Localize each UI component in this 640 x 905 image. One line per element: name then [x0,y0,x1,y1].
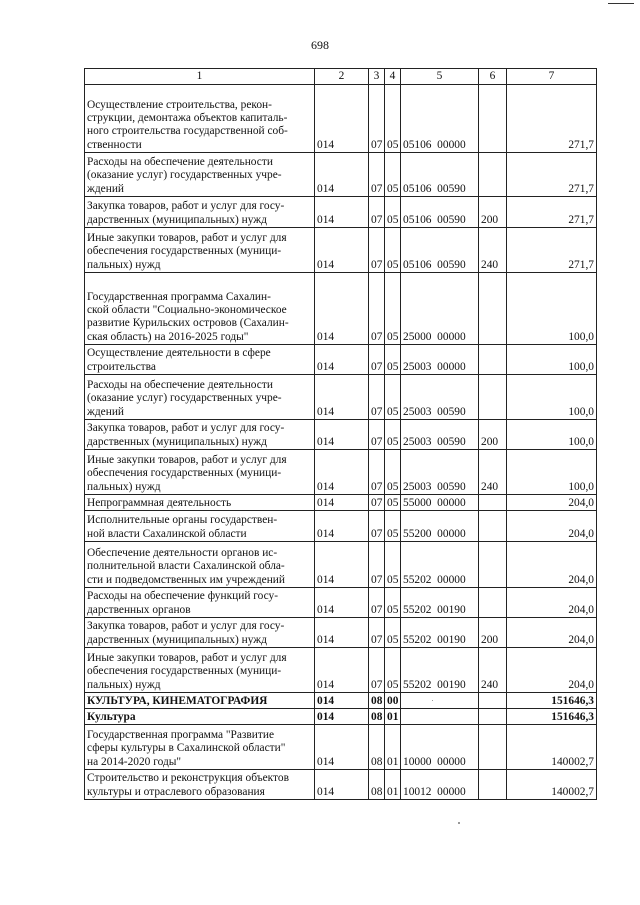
cell-ministry: 014 [315,648,369,693]
cell-amount: 204,0 [507,495,597,511]
cell-name: Закупка товаров, работ и услуг для госу- дарственных (муниципальных) нужд [85,618,315,648]
header-row [85,69,597,85]
cell-subsection: 05 [385,197,401,228]
cell-amount: 204,0 [507,588,597,618]
cell-ministry: 014 [315,725,369,770]
cell-target [401,709,479,725]
cell-subsection: 00 [385,693,401,709]
header-cell-6: 6 [479,69,507,85]
cell-subsection: 05 [385,345,401,375]
cell-subsection: 05 [385,511,401,542]
table-row [85,770,597,800]
cell-subsection: 05 [385,495,401,511]
cell-name: Расходы на обеспечение деятельности (оказание услуг) государственных учре- ждений [85,153,315,197]
cell-ministry: 014 [315,228,369,273]
cell-ministry: 014 [315,511,369,542]
table-row [85,495,597,511]
cell-name: Расходы на обеспечение функций госу- дарственных органов [85,588,315,618]
cell-name: Строительство и реконструкция объектов культуры и отраслевого образования [85,770,315,800]
cell-type [479,495,507,511]
table-row [85,693,597,709]
cell-amount: 271,7 [507,85,597,153]
cell-section: 07 [369,153,385,197]
cell-target: 55202 00000 [401,542,479,588]
cell-name: Непрограммная деятельность [85,495,315,511]
cell-amount: 204,0 [507,542,597,588]
cell-section: 07 [369,542,385,588]
cell-type: 200 [479,197,507,228]
cell-target: 05106 00000 [401,85,479,153]
cell-ministry: 014 [315,153,369,197]
table-row [85,197,597,228]
cell-section: 08 [369,693,385,709]
cell-subsection: 01 [385,709,401,725]
cell-name: Закупка товаров, работ и услуг для госу- дарственных (муниципальных) нужд [85,420,315,450]
cell-name: Осуществление деятельности в сфере строительства [85,345,315,375]
header-cell-7: 7 [507,69,597,85]
cell-target: 55000 00000 [401,495,479,511]
cell-section: 07 [369,345,385,375]
cell-target: 55202 00190 [401,588,479,618]
cell-name: Осуществление строительства, рекон- струкции, демонтажа объектов капиталь- ного строительства государственной соб- ственности [85,85,315,153]
cell-ministry: 014 [315,273,369,345]
cell-name: Иные закупки товаров, работ и услуг для обеспечения государственных (муници- пальных) нужд [85,450,315,495]
table-row [85,345,597,375]
table-row [85,725,597,770]
cell-ministry: 014 [315,709,369,725]
cell-section: 08 [369,709,385,725]
cell-ministry: 014 [315,85,369,153]
cell-section: 07 [369,648,385,693]
cell-target: 25003 00590 [401,450,479,495]
cell-name: Культура [85,709,315,725]
cell-name: Государственная программа Сахалин- ской области "Социально-экономическое развитие Курильских островов (Сахалин- ская область) на 2016-2025 годы" [85,273,315,345]
budget-table-body [85,69,597,800]
cell-amount: 271,7 [507,228,597,273]
cell-name: Исполнительные органы государствен- ной власти Сахалинской области [85,511,315,542]
budget-table [84,68,597,800]
cell-amount: 100,0 [507,450,597,495]
cell-type [479,345,507,375]
cell-section: 08 [369,725,385,770]
table-row [85,450,597,495]
table-row [85,273,597,345]
cell-target: 55200 00000 [401,511,479,542]
cell-subsection: 05 [385,228,401,273]
cell-subsection: 05 [385,542,401,588]
cell-section: 07 [369,197,385,228]
cell-amount: 100,0 [507,420,597,450]
cell-type: 240 [479,648,507,693]
table-row [85,542,597,588]
table-row [85,709,597,725]
cell-ministry: 014 [315,197,369,228]
cell-name: Иные закупки товаров, работ и услуг для обеспечения государственных (муници- пальных) нужд [85,228,315,273]
cell-section: 07 [369,511,385,542]
cell-name: Государственная программа "Развитие сферы культуры в Сахалинской области" на 2014-2020 годы" [85,725,315,770]
table-row [85,618,597,648]
cell-ministry: 014 [315,450,369,495]
cell-target: 55202 00190 [401,648,479,693]
cell-target: 10000 00000 [401,725,479,770]
table-row [85,85,597,153]
cell-type: 200 [479,618,507,648]
cell-name: Закупка товаров, работ и услуг для госу- дарственных (муниципальных) нужд [85,197,315,228]
cell-ministry: 014 [315,495,369,511]
cell-type: 240 [479,450,507,495]
cell-subsection: 01 [385,770,401,800]
cell-amount: 100,0 [507,345,597,375]
table-row [85,228,597,273]
cell-section: 07 [369,85,385,153]
cell-section: 07 [369,450,385,495]
cell-ministry: 014 [315,618,369,648]
cell-subsection: 05 [385,153,401,197]
table-row [85,375,597,420]
cell-subsection: 05 [385,85,401,153]
cell-section: 07 [369,588,385,618]
cell-ministry: 014 [315,542,369,588]
cell-subsection: 05 [385,450,401,495]
cell-type [479,725,507,770]
cell-amount: 140002,7 [507,770,597,800]
cell-amount: 204,0 [507,648,597,693]
cell-target: 05106 00590 [401,153,479,197]
cell-type [479,511,507,542]
table-row [85,648,597,693]
cell-ministry: 014 [315,420,369,450]
cell-amount: 151646,3 [507,709,597,725]
cell-target: 25003 00000 [401,345,479,375]
cell-target: 05106 00590 [401,228,479,273]
cell-name: Обеспечение деятельности органов ис- полнительной власти Сахалинской обла- сти и подведомственных им учреждений [85,542,315,588]
cell-subsection: 05 [385,648,401,693]
cell-target: 55202 00190 [401,618,479,648]
cell-subsection: 01 [385,725,401,770]
cell-amount: 271,7 [507,197,597,228]
cell-name: КУЛЬТУРА, КИНЕМАТОГРАФИЯ [85,693,315,709]
table-row [85,588,597,618]
cell-subsection: 05 [385,420,401,450]
cell-ministry: 014 [315,588,369,618]
header-cell-4: 4 [385,69,401,85]
header-cell-5: 5 [401,69,479,85]
cell-ministry: 014 [315,693,369,709]
cell-type [479,770,507,800]
cell-section: 08 [369,770,385,800]
cell-target: 25000 00000 [401,273,479,345]
scan-speck [432,700,433,701]
cell-section: 07 [369,375,385,420]
cell-section: 07 [369,273,385,345]
cell-amount: 100,0 [507,273,597,345]
cell-amount: 140002,7 [507,725,597,770]
cell-target: 05106 00590 [401,197,479,228]
cell-type [479,542,507,588]
cell-type [479,709,507,725]
cell-section: 07 [369,228,385,273]
cell-subsection: 05 [385,588,401,618]
page-top-mark [608,3,634,4]
header-cell-2: 2 [315,69,369,85]
cell-type [479,85,507,153]
scan-speck [458,822,460,824]
cell-subsection: 05 [385,618,401,648]
cell-section: 07 [369,618,385,648]
table-row [85,420,597,450]
cell-type [479,693,507,709]
cell-ministry: 014 [315,770,369,800]
cell-amount: 204,0 [507,618,597,648]
cell-ministry: 014 [315,375,369,420]
cell-target: 25003 00590 [401,420,479,450]
cell-name: Расходы на обеспечение деятельности (оказание услуг) государственных учре- ждений [85,375,315,420]
cell-section: 07 [369,420,385,450]
header-cell-3: 3 [369,69,385,85]
cell-amount: 204,0 [507,511,597,542]
cell-target [401,693,479,709]
cell-type [479,273,507,345]
cell-type: 240 [479,228,507,273]
cell-type [479,588,507,618]
cell-amount: 100,0 [507,375,597,420]
cell-type [479,153,507,197]
cell-type [479,375,507,420]
header-cell-1: 1 [85,69,315,85]
cell-type: 200 [479,420,507,450]
cell-amount: 151646,3 [507,693,597,709]
cell-ministry: 014 [315,345,369,375]
table-row [85,511,597,542]
cell-section: 07 [369,495,385,511]
table-row [85,153,597,197]
cell-target: 10012 00000 [401,770,479,800]
cell-subsection: 05 [385,375,401,420]
cell-subsection: 05 [385,273,401,345]
cell-target: 25003 00590 [401,375,479,420]
page-number: 698 [311,38,329,52]
cell-name: Иные закупки товаров, работ и услуг для обеспечения государственных (муници- пальных) нужд [85,648,315,693]
cell-amount: 271,7 [507,153,597,197]
